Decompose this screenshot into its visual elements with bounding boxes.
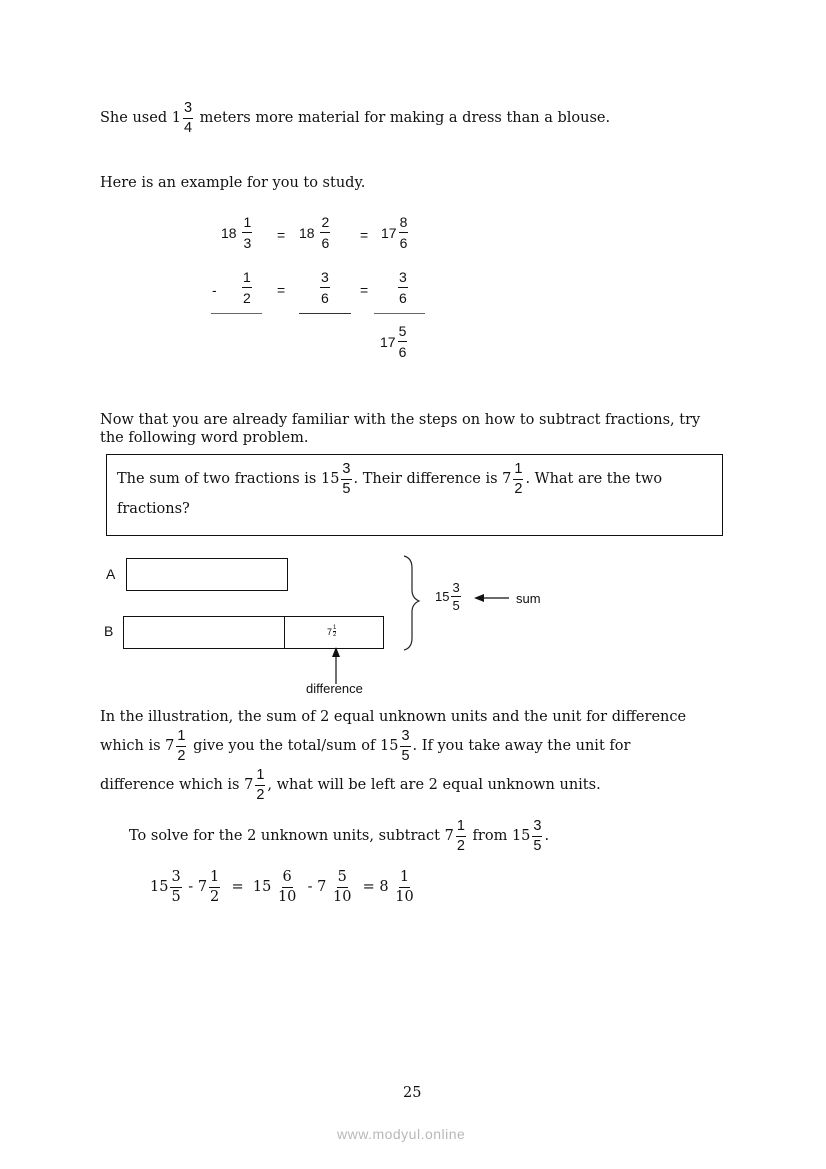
curly-brace-icon xyxy=(404,556,419,650)
mixed-fraction xyxy=(253,870,299,904)
fraction xyxy=(398,324,408,359)
fraction xyxy=(209,870,220,904)
whole-part: 15 xyxy=(380,738,399,754)
numerator: 3 xyxy=(183,101,193,119)
numerator: 1 xyxy=(176,729,186,747)
word-problem-line1 xyxy=(117,462,662,496)
explanation-text: give you the total/sum of xyxy=(193,738,376,754)
watermark: www.modyul.online xyxy=(337,1126,466,1142)
fraction xyxy=(400,729,410,763)
solve-equation xyxy=(150,870,416,904)
numerator: 3 xyxy=(320,270,330,288)
denominator: 3 xyxy=(243,235,252,251)
fraction xyxy=(456,819,466,853)
numerator: 3 xyxy=(170,870,181,888)
diagram-graphics xyxy=(300,550,560,700)
solve-text: from xyxy=(472,828,508,844)
denominator: 6 xyxy=(399,235,408,251)
whole-part: 8 xyxy=(379,879,389,895)
equals-sign: = xyxy=(360,282,369,298)
equals-sign: = xyxy=(231,879,244,895)
problem-text: The sum of two fractions is xyxy=(117,471,317,487)
sum-value xyxy=(435,581,463,612)
explanation-text: . If you take away the unit for xyxy=(412,738,631,754)
equals-sign: = xyxy=(360,227,369,243)
fraction xyxy=(451,581,460,612)
fraction xyxy=(399,215,409,250)
numerator: 3 xyxy=(398,270,408,288)
bar-label-b: B xyxy=(104,623,114,639)
mixed-fraction xyxy=(321,462,354,496)
transition-paragraph: Now that you are already familiar with the steps on how to subtract fractions, try the following word problem. xyxy=(100,412,701,446)
whole-part: 17 xyxy=(381,224,397,241)
explanation-text: difference which is xyxy=(100,777,240,793)
numerator: 3 xyxy=(400,729,410,747)
intro-text-before: She used xyxy=(100,110,168,126)
fraction xyxy=(532,819,542,853)
example-r2-c3 xyxy=(396,270,410,305)
numerator: 1 xyxy=(255,768,265,786)
whole-part: 7 xyxy=(165,738,175,754)
intro-sentence xyxy=(100,101,610,135)
subtraction-rule xyxy=(299,313,351,314)
denominator: 5 xyxy=(342,480,351,497)
mixed-fraction xyxy=(198,870,222,904)
whole-part: 7 xyxy=(197,879,208,895)
denominator: 6 xyxy=(321,235,330,251)
whole-part: 15 xyxy=(511,828,531,844)
explanation-text: which is xyxy=(100,738,161,754)
mixed-fraction xyxy=(317,870,353,904)
denominator: 2 xyxy=(514,480,523,497)
denominator: 10 xyxy=(277,888,297,905)
denominator: 5 xyxy=(452,598,460,613)
whole-part: 15 xyxy=(320,471,340,487)
numerator: 1 xyxy=(209,870,220,888)
whole-part: 7 xyxy=(317,879,327,895)
solve-text: . xyxy=(544,828,550,844)
denominator: 4 xyxy=(183,119,193,136)
numerator: 1 xyxy=(513,462,523,480)
denominator: 6 xyxy=(399,290,407,306)
bar-label-a: A xyxy=(106,566,116,582)
denominator: 2 xyxy=(256,786,265,803)
mixed-fraction xyxy=(165,729,188,763)
minus-sign: - xyxy=(212,282,217,298)
arrow-up-icon xyxy=(332,647,340,657)
explanation-line3 xyxy=(100,768,601,802)
arrow-left-icon xyxy=(474,594,484,602)
example-r2-c1 xyxy=(240,270,254,305)
numerator: 1 xyxy=(399,870,410,888)
equals-sign: = xyxy=(277,282,286,298)
problem-text: . What are the two xyxy=(525,471,663,487)
numerator: 3 xyxy=(452,580,460,595)
numerator: 3 xyxy=(341,462,351,480)
word-problem-line2: fractions? xyxy=(117,501,190,517)
numerator: 1 xyxy=(242,270,252,288)
mixed-fraction xyxy=(172,101,195,135)
denominator: 2 xyxy=(177,747,186,764)
fraction xyxy=(398,270,408,305)
subtraction-rule xyxy=(211,313,262,314)
whole-part: 1 xyxy=(171,110,181,126)
subtraction-rule xyxy=(374,313,425,314)
whole-part: 15 xyxy=(150,879,169,895)
intro-text-after: meters more material for making a dress than a blouse. xyxy=(199,110,611,126)
numerator: 5 xyxy=(398,324,408,342)
denominator: 5 xyxy=(171,888,181,905)
denominator: 10 xyxy=(395,888,414,905)
numerator: 2 xyxy=(320,215,330,233)
fraction xyxy=(395,870,413,904)
equals-sign: = xyxy=(277,227,286,243)
example-intro: Here is an example for you to study. xyxy=(100,175,366,191)
numerator: 1 xyxy=(456,819,466,837)
explanation-line1: In the illustration, the sum of 2 equal unknown units and the unit for difference xyxy=(100,709,687,725)
fraction xyxy=(341,462,351,496)
fraction xyxy=(176,729,186,763)
whole-part: 15 xyxy=(252,879,272,895)
fraction xyxy=(320,270,330,305)
difference-label: difference xyxy=(306,681,363,696)
numerator: 5 xyxy=(337,870,348,888)
example-result xyxy=(380,324,409,359)
whole-part: 7 xyxy=(444,828,454,844)
bar-b-unknown-unit xyxy=(123,616,285,649)
whole-part: 17 xyxy=(380,333,396,350)
denominator: 2 xyxy=(333,632,337,638)
numerator: 1 xyxy=(242,215,252,233)
mixed-fraction xyxy=(502,462,525,496)
numerator: 3 xyxy=(532,819,542,837)
mixed-fraction xyxy=(379,870,415,904)
example-r1-c3 xyxy=(381,215,410,250)
example-r2-c2 xyxy=(318,270,332,305)
denominator: 2 xyxy=(243,290,251,306)
fraction xyxy=(242,270,252,305)
page-number: 25 xyxy=(403,1085,422,1101)
whole-part: 15 xyxy=(435,589,450,604)
sum-label: sum xyxy=(516,591,541,606)
mixed-fraction xyxy=(150,870,184,904)
equals-sign: = xyxy=(362,879,375,895)
numerator: 6 xyxy=(282,870,293,888)
mixed-fraction xyxy=(445,819,468,853)
fraction xyxy=(278,870,296,904)
denominator: 6 xyxy=(398,344,407,360)
denominator: 5 xyxy=(401,747,410,764)
denominator: 10 xyxy=(332,888,352,905)
minus-sign: - xyxy=(307,879,313,895)
explanation-line2 xyxy=(100,729,630,763)
numerator: 1 xyxy=(333,625,337,631)
fraction xyxy=(183,101,193,135)
fraction xyxy=(333,870,351,904)
denominator: 5 xyxy=(533,837,542,854)
minus-sign: - xyxy=(188,879,194,895)
mixed-fraction xyxy=(244,768,267,802)
denominator: 2 xyxy=(456,837,465,854)
whole-part: 18 xyxy=(299,224,315,241)
explanation-text: , what will be left are 2 equal unknown units. xyxy=(267,777,601,793)
bar-a xyxy=(126,558,288,591)
numerator: 8 xyxy=(399,215,409,233)
whole-part: 18 xyxy=(221,224,237,241)
example-r1-c2 xyxy=(299,215,332,250)
whole-part: 7 xyxy=(502,471,512,487)
solve-text: To solve for the 2 unknown units, subtract xyxy=(129,828,441,844)
whole-part: 7 xyxy=(327,626,333,637)
solve-instruction xyxy=(129,819,549,853)
denominator: 2 xyxy=(210,888,220,905)
problem-text: . Their difference is xyxy=(353,471,498,487)
mixed-fraction xyxy=(512,819,545,853)
example-r1-c1 xyxy=(221,215,254,250)
fraction xyxy=(320,215,330,250)
fraction xyxy=(242,215,252,250)
fraction xyxy=(170,870,181,904)
denominator: 6 xyxy=(321,290,329,306)
fraction xyxy=(513,462,523,496)
mixed-fraction xyxy=(380,729,413,763)
whole-part: 7 xyxy=(244,777,254,793)
fraction xyxy=(255,768,265,802)
